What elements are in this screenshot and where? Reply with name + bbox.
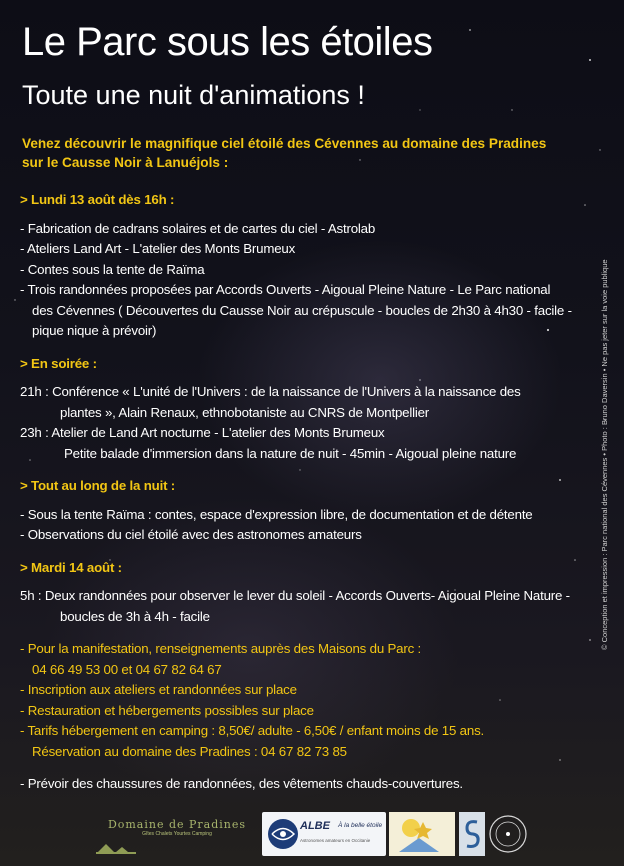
list-item-continuation: pique nique à prévoir): [32, 323, 157, 338]
astronomy-club-logo: [389, 812, 455, 856]
albe-logo-subtitle: Astronomes amateurs en Occitanie: [300, 838, 371, 843]
list-item-continuation: plantes », Alain Renaux, ethnobotaniste au CNRS de Montpellier: [60, 404, 430, 420]
intro-line: sur le Causse Noir à Lanuéjols :: [22, 155, 229, 170]
list-item: - Ateliers Land Art - L'atelier des Monts Brumeux: [20, 241, 296, 256]
pradines-house-icon: [96, 840, 136, 854]
list-item-continuation: Petite balade d'immersion dans la nature de nuit - 45min - Aigoual pleine nature: [64, 445, 517, 461]
albe-logo: [262, 812, 386, 856]
mira-logo: [488, 814, 528, 854]
list-item-continuation: boucles de 3h à 4h - facile: [60, 608, 210, 624]
intro-text: [22, 134, 582, 172]
s-emblem-icon: [459, 812, 485, 856]
intro-line: Venez découvrir le magnifique ciel étoilé des Cévennes au domaine des Pradines: [22, 136, 547, 151]
albe-logo-name: ALBE: [300, 820, 330, 832]
list-item: - Observations du ciel étoilé avec des astronomes amateurs: [20, 527, 362, 542]
info-reservation: Réservation au domaine des Pradines : 04 67 82 73 85: [32, 743, 347, 759]
info-item: - Restauration et hébergements possibles sur place: [20, 702, 314, 718]
credit-line: © Conception et impression : Parc national des Cévennes • Photo : Bruno Daversin • Ne pas jeter sur la voie publique: [600, 259, 609, 650]
info-phone-numbers: 04 66 49 53 00 et 04 67 82 64 67: [32, 661, 222, 677]
list-item: 23h : Atelier de Land Art nocturne - L'atelier des Monts Brumeux: [20, 425, 385, 440]
s-logo: [459, 812, 485, 856]
info-item: - Tarifs hébergement en camping : 8,50€/ adulte - 6,50€ / enfant moins de 15 ans.: [20, 723, 485, 738]
section-heading-soiree: > En soirée :: [20, 355, 97, 371]
pradines-logo-name: Domaine de Pradines: [107, 818, 247, 831]
info-item: - Inscription aux ateliers et randonnées sur place: [20, 682, 297, 697]
albe-logo-tagline: À la belle étoile: [338, 822, 383, 829]
section-heading-mardi: > Mardi 14 août :: [20, 559, 122, 575]
list-item: 21h : Conférence « L'unité de l'Univers : de la naissance de l'Univers à la naissance des: [20, 384, 521, 399]
program-content: [20, 190, 594, 795]
page-title: Le Parc sous les étoiles: [22, 20, 433, 64]
pradines-logo-subtitle: Gîtes Chalets Yourtes Camping: [142, 831, 212, 837]
section-heading-lundi: > Lundi 13 août dès 16h :: [20, 192, 175, 207]
list-item: 5h : Deux randonnées pour observer le lever du soleil - Accords Ouverts- Aigoual Pleine Nature -: [20, 588, 570, 603]
mira-circle-icon: [488, 814, 528, 854]
list-item: - Sous la tente Raïma : contes, espace d'expression libre, de documentation et de détente: [20, 506, 533, 522]
note-item: - Prévoir des chaussures de randonnées, des vêtements chauds-couvertures.: [20, 776, 463, 791]
list-item-continuation: des Cévennes ( Découvertes du Causse Noir au crépuscule - boucles de 2h30 à 4h30 - facile -: [32, 302, 572, 318]
pradines-logo: [96, 818, 258, 856]
albe-galaxy-icon: [266, 817, 300, 851]
list-item: - Trois randonnées proposées par Accords Ouverts - Aigoual Pleine Nature - Le Parc national: [20, 282, 551, 297]
list-item: - Contes sous la tente de Raïma: [20, 261, 205, 277]
info-item: - Pour la manifestation, renseignements auprès des Maisons du Parc :: [20, 641, 422, 656]
section-heading-nuit: > Tout au long de la nuit :: [20, 478, 176, 493]
list-item: - Fabrication de cadrans solaires et de cartes du ciel - Astrolab: [20, 220, 376, 236]
stargazer-illustration-icon: [389, 812, 455, 856]
page-subtitle: Toute une nuit d'animations !: [22, 80, 365, 110]
